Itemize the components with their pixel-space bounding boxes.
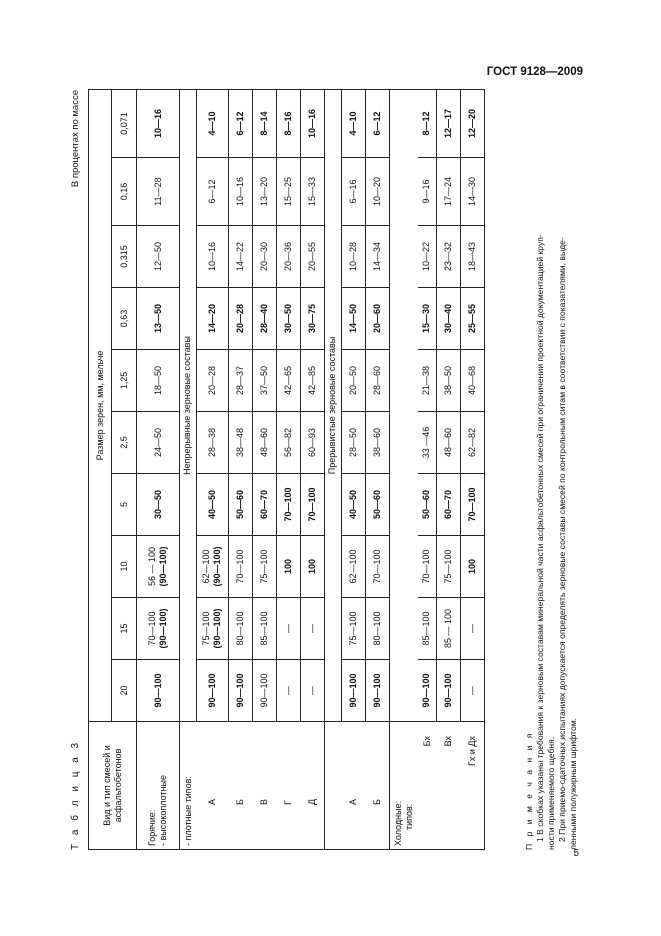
- cell: 23—32: [436, 226, 460, 288]
- cell: 50—60: [418, 474, 436, 536]
- cell: 85 — 100: [436, 598, 460, 660]
- cell: 62—100 (90—100): [196, 536, 228, 598]
- cell: 70—100: [228, 536, 252, 598]
- cell: —: [460, 660, 485, 722]
- cell: 25—55: [460, 288, 485, 350]
- cell: 10—16: [196, 226, 228, 288]
- cell: —: [460, 598, 485, 660]
- cell: 85—100: [252, 598, 276, 660]
- cell: 80—100: [228, 598, 252, 660]
- cell: 6—16: [341, 158, 365, 226]
- rotated-table-area: [70, 90, 590, 850]
- cell: 20—30: [252, 226, 276, 288]
- cell: 56 — 100 (90—100): [137, 536, 180, 598]
- cell: 15—33: [300, 158, 325, 226]
- row-label-g: Г: [276, 722, 300, 850]
- cell: 8—14: [252, 89, 276, 157]
- cell: 50—60: [228, 474, 252, 536]
- cell: 15—25: [276, 158, 300, 226]
- empty-cell: [325, 722, 342, 850]
- empty-cell: [390, 89, 419, 721]
- cell: 28—50: [341, 412, 365, 474]
- table-row: [300, 89, 325, 849]
- table-row: [252, 89, 276, 849]
- cell: 20—55: [300, 226, 325, 288]
- cell: 80—100: [365, 598, 390, 660]
- cell: 70—100: [276, 474, 300, 536]
- cell: 10—16: [137, 89, 180, 157]
- cell: 11—28: [137, 158, 180, 226]
- cell: 60—93: [300, 412, 325, 474]
- table-row: [137, 89, 180, 849]
- page-number: 5: [573, 848, 579, 859]
- cell: 21—38: [418, 350, 436, 412]
- cell: 6—12: [196, 158, 228, 226]
- cell: 28—40: [252, 288, 276, 350]
- note-1: 1 В скобках указаны требования к зерновым составам минеральной части асфальтобетонных смесей при ограничении проектной документацией круп-: [535, 234, 545, 842]
- cold-types-label: типов:: [404, 803, 414, 830]
- note-2: 2 При приемо-сдаточных испытаниях допускается определять зерновые составы смесей по контрольным ситам в соответствии с показателями, выде-: [557, 237, 567, 842]
- cell: 90—100: [436, 660, 460, 722]
- row-label-a2: А: [341, 722, 365, 850]
- table-row: [390, 89, 419, 849]
- row-label-b: Б: [228, 722, 252, 850]
- cell: —: [276, 660, 300, 722]
- cell: 4—10: [196, 89, 228, 157]
- cell: 62—82: [460, 412, 485, 474]
- cell: 14—50: [341, 288, 365, 350]
- size-0-16: 0,16: [112, 158, 137, 226]
- cell: 12—50: [137, 226, 180, 288]
- table-caption: Т а б л и ц а 3: [70, 739, 81, 850]
- cell: 12—17: [436, 89, 460, 157]
- cell: 90—100: [341, 660, 365, 722]
- cell: 30—75: [300, 288, 325, 350]
- cell: 8—12: [418, 89, 436, 157]
- cell: —: [300, 598, 325, 660]
- cell: 13—20: [252, 158, 276, 226]
- size-15: 15: [112, 598, 137, 660]
- cell: 70—100: [300, 474, 325, 536]
- cell: 75—100: [341, 598, 365, 660]
- document-header: ГОСТ 9128—2009: [486, 66, 583, 78]
- cell: —: [276, 598, 300, 660]
- cell: 10—28: [341, 226, 365, 288]
- notes-title: П р и м е ч а н и я: [524, 731, 534, 850]
- row-label-gd: Гх и Дх: [460, 722, 485, 850]
- table-row: [460, 89, 485, 849]
- table-notes: [524, 90, 579, 850]
- cell: 10—22: [418, 226, 436, 288]
- cell: 10—16: [300, 89, 325, 157]
- col-head-type: Вид и тип смесей и асфальтобетонов: [89, 722, 137, 850]
- cell: 24—50: [137, 412, 180, 474]
- cell: 70—100: [365, 536, 390, 598]
- table-row: [228, 89, 252, 849]
- table-row: [365, 89, 390, 849]
- cell: 10—20: [365, 158, 390, 226]
- cell: 17—24: [436, 158, 460, 226]
- cell: 20—50: [341, 350, 365, 412]
- cell: 40—50: [196, 474, 228, 536]
- cell: 37—50: [252, 350, 276, 412]
- cell: 90—100: [196, 660, 228, 722]
- size-0-63: 0,63: [112, 288, 137, 350]
- cold-label-cell: [390, 722, 419, 850]
- size-0-071: 0,071: [112, 89, 137, 157]
- cell: 20—28: [228, 288, 252, 350]
- cell: 18—43: [460, 226, 485, 288]
- section-continuous: Непрерывные зерновые составы: [180, 89, 197, 721]
- cell: 30—40: [436, 288, 460, 350]
- cell: 62—100: [341, 536, 365, 598]
- table-row: [276, 89, 300, 849]
- cell: 33 —46: [418, 412, 436, 474]
- cell: 30—50: [137, 474, 180, 536]
- cell: 70—100: [418, 536, 436, 598]
- cell: 75—100: [436, 536, 460, 598]
- size-0-315: 0,315: [112, 226, 137, 288]
- cell: 40—50: [341, 474, 365, 536]
- row-label-bx: Бх: [418, 722, 436, 850]
- cell: 28—60: [365, 350, 390, 412]
- cell: 90—100: [228, 660, 252, 722]
- row-label-hot-high: [137, 722, 180, 850]
- cell: 15—30: [418, 288, 436, 350]
- note-2-cont: ленными полужирным шрифтом.: [568, 717, 578, 850]
- unit-note: В процентах по массе: [70, 90, 81, 188]
- section-discontinuous: Прерывистые зерновые составы: [325, 89, 342, 721]
- cell: 6—12: [365, 89, 390, 157]
- cell: 18—50: [137, 350, 180, 412]
- cell: 70—100 (90—100): [137, 598, 180, 660]
- cell: 60—70: [252, 474, 276, 536]
- table-row: [418, 89, 436, 849]
- hot-label: Горячие:: [147, 809, 157, 846]
- cell: 90—100: [365, 660, 390, 722]
- cell: 28—37: [228, 350, 252, 412]
- cell: 100: [300, 536, 325, 598]
- cell: 38—60: [365, 412, 390, 474]
- note-1-cont: ности применяемого щебня.: [546, 736, 556, 850]
- cell: 38—50: [436, 350, 460, 412]
- row-label-v: В: [252, 722, 276, 850]
- cell: 6—12: [228, 89, 252, 157]
- size-20: 20: [112, 660, 137, 722]
- cell: 48—60: [436, 412, 460, 474]
- cell: 14—34: [365, 226, 390, 288]
- cell: 12—20: [460, 89, 485, 157]
- table-row: [180, 89, 197, 849]
- cell: 4—10: [341, 89, 365, 157]
- table-row: [341, 89, 365, 849]
- cell: 75—100: [252, 536, 276, 598]
- cold-label: Холодные:: [393, 800, 403, 846]
- grain-composition-table: [88, 89, 485, 850]
- cell: 10—16: [228, 158, 252, 226]
- cell: 56—82: [276, 412, 300, 474]
- size-1-25: 1,25: [112, 350, 137, 412]
- row-label-d: Д: [300, 722, 325, 850]
- cell: 90—100: [418, 660, 436, 722]
- cell: 13—50: [137, 288, 180, 350]
- row-label-vx: Вх: [436, 722, 460, 850]
- row-label-b2: Б: [365, 722, 390, 850]
- size-10: 10: [112, 536, 137, 598]
- cell: 9—16: [418, 158, 436, 226]
- cell: 42—65: [276, 350, 300, 412]
- cell: 50—60: [365, 474, 390, 536]
- cell: 85—100: [418, 598, 436, 660]
- table-row: [436, 89, 460, 849]
- cell: 100: [276, 536, 300, 598]
- cell: 40—68: [460, 350, 485, 412]
- row-label-a: А: [196, 722, 228, 850]
- cell: 42—85: [300, 350, 325, 412]
- col-head-size: Размер зерен, мм, мельче: [89, 89, 112, 721]
- cell: 75—100 (90—100): [196, 598, 228, 660]
- cell: 8—16: [276, 89, 300, 157]
- cell: 60—70: [436, 474, 460, 536]
- cell: —: [300, 660, 325, 722]
- cell: 14—22: [228, 226, 252, 288]
- cell: 38—48: [228, 412, 252, 474]
- cell: 20—60: [365, 288, 390, 350]
- table-row: [325, 89, 342, 849]
- cell: 14—30: [460, 158, 485, 226]
- hot-high-label: - высокоплотные: [158, 775, 168, 846]
- cell: 90—100: [137, 660, 180, 722]
- table-head-row-1: [89, 89, 112, 849]
- table-row: [196, 89, 228, 849]
- size-5: 5: [112, 474, 137, 536]
- cell: 20—36: [276, 226, 300, 288]
- cell: 30—50: [276, 288, 300, 350]
- cell: 70—100: [460, 474, 485, 536]
- cell: 28—38: [196, 412, 228, 474]
- table-landscape-frame: [70, 90, 590, 850]
- cell: 20—28: [196, 350, 228, 412]
- cell: 48—60: [252, 412, 276, 474]
- cell: 100: [460, 536, 485, 598]
- size-2-5: 2,5: [112, 412, 137, 474]
- dense-label: - плотные типов:: [180, 722, 197, 850]
- cell: 90—100: [252, 660, 276, 722]
- cell: 14—20: [196, 288, 228, 350]
